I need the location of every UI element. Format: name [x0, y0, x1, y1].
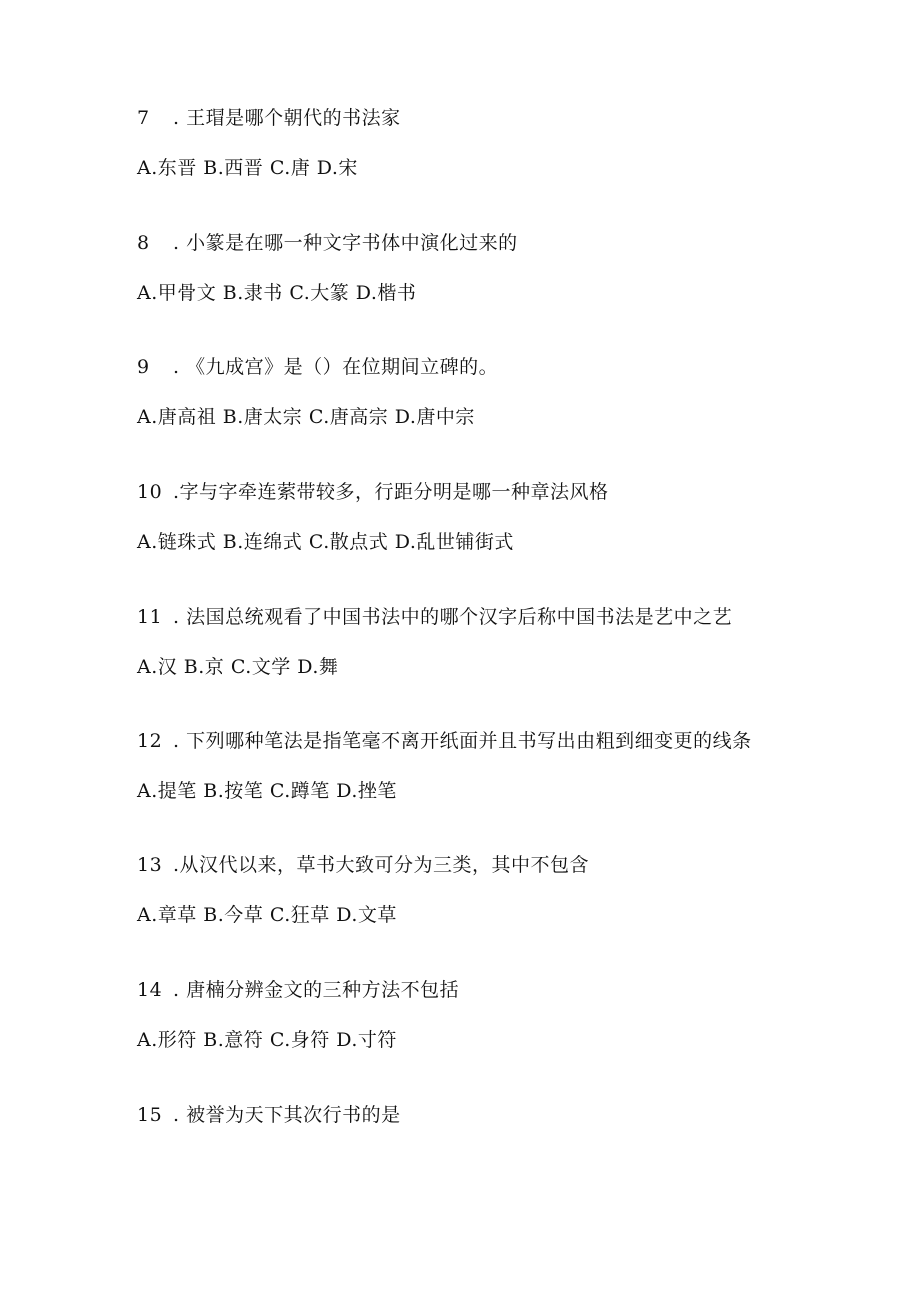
- question-options: A.形符 B.意符 C.身符 D.寸符: [137, 1029, 397, 1051]
- question-text: .字与字牵连萦带较多，行距分明是哪一种章法风格: [173, 481, 609, 503]
- question-options: A.甲骨文 B.隶书 C.大篆 D.楷书: [137, 282, 417, 304]
- question-number: 9: [137, 356, 150, 378]
- question-text: . 唐楠分辨金文的三种方法不包括: [173, 979, 460, 1001]
- question-stem: [137, 853, 589, 877]
- question-options: A.唐高祖 B.唐太宗 C.唐高宗 D.唐中宗: [137, 406, 475, 428]
- question-text: . 被誉为天下其次行书的是: [173, 1104, 401, 1126]
- question-options: A.汉 B.京 C.文学 D.舞: [137, 656, 339, 678]
- question-options: A.东晋 B.西晋 C.唐 D.宋: [137, 157, 358, 179]
- question-number: 14: [137, 979, 163, 1001]
- question-number: 13: [137, 854, 163, 876]
- question-options: A.提笔 B.按笔 C.蹲笔 D.挫笔: [137, 780, 397, 802]
- question-number: 12: [137, 730, 163, 752]
- question-stem: [137, 106, 401, 130]
- question-text: . 王瑁是哪个朝代的书法家: [173, 107, 401, 129]
- question-stem: [137, 978, 459, 1002]
- question-text: . 《九成宫》是（）在位期间立碑的。: [173, 356, 499, 378]
- question-stem: [137, 355, 498, 379]
- question-stem: [137, 231, 518, 255]
- question-number: 11: [137, 606, 163, 628]
- question-text: . 下列哪种笔法是指笔毫不离开纸面并且书写出由粗到细变更的线条: [173, 730, 752, 752]
- question-options: A.章草 B.今草 C.狂草 D.文草: [137, 904, 397, 926]
- question-number: 7: [137, 107, 150, 129]
- question-stem: [137, 729, 752, 753]
- question-text: . 小篆是在哪一种文字书体中演化过来的: [173, 232, 518, 254]
- question-number: 15: [137, 1104, 163, 1126]
- question-number: 10: [137, 481, 163, 503]
- question-text: .从汉代以来，草书大致可分为三类，其中不包含: [173, 854, 590, 876]
- question-options: A.链珠式 B.连绵式 C.散点式 D.乱世铺街式: [137, 531, 514, 553]
- question-stem: [137, 605, 732, 629]
- question-text: . 法国总统观看了中国书法中的哪个汉字后称中国书法是艺中之艺: [173, 606, 733, 628]
- question-stem: [137, 1103, 401, 1127]
- question-number: 8: [137, 232, 150, 254]
- question-stem: [137, 480, 609, 504]
